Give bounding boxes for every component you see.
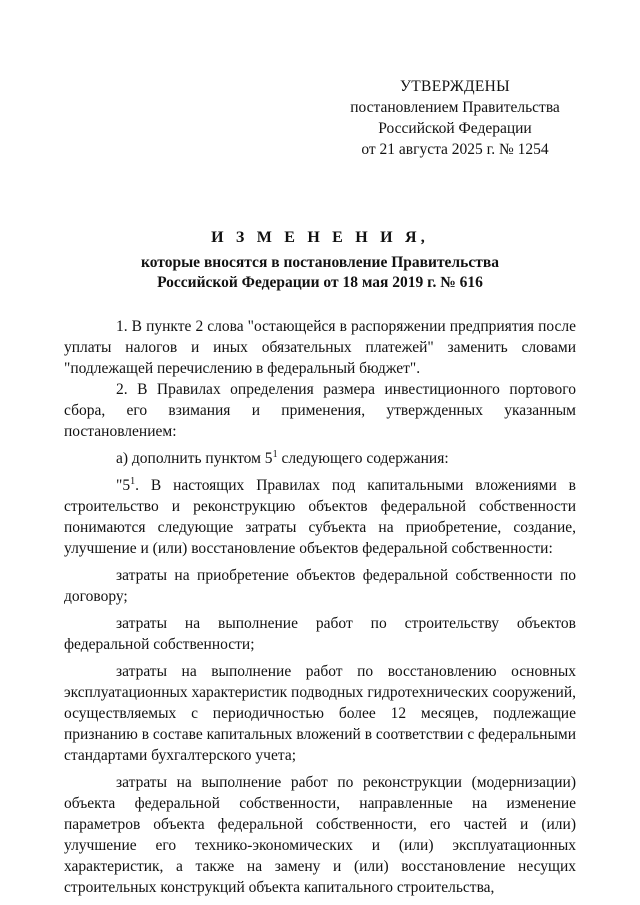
- approval-line-resolution: постановлением Правительства: [350, 99, 560, 116]
- paragraph-3: [64, 448, 576, 469]
- approval-line-date: от 21 августа 2025 г. № 1254: [361, 141, 549, 158]
- paragraph-4-text: "5: [116, 477, 131, 494]
- document-title: [60, 228, 580, 293]
- paragraph-1: 1. В пункте 2 слова "остающейся в распоряжении предприятия после уплаты налогов и иных обязательных платежей" заменить словами "подлежащей перечислению в федеральный бюджет".: [64, 318, 576, 377]
- title-subtitle-line-1: которые вносятся в постановление Правительства: [141, 254, 499, 271]
- paragraph-3-text-end: следующего содержания:: [277, 450, 449, 467]
- title-subtitle-line-2: Российской Федерации от 18 мая 2019 г. № 616: [157, 274, 483, 291]
- paragraph-6: затраты на выполнение работ по строительству объектов федеральной собственности;: [64, 615, 576, 653]
- paragraph-8: затраты на выполнение работ по реконструкции (модернизации) объекта федеральной собственности, направленные на изменение параметров объекта федеральной собственности, его частей и (или) улучшение его технико-экономических и (или) эксплуатационных характеристик, а также на замену и (или) восстановление несущих строительных конструкций объекта капитального строительства,: [64, 774, 576, 896]
- approval-stamp: [330, 76, 580, 160]
- title-main: И З М Е Н Е Н И Я,: [211, 229, 429, 246]
- superscript: 1: [130, 475, 136, 487]
- document-body: [64, 316, 576, 898]
- paragraph-2: 2. В Правилах определения размера инвестиционного портового сбора, его взимания и применения, утвержденных указанным постановлением:: [64, 381, 576, 440]
- paragraph-3-text: а) дополнить пунктом 5: [116, 450, 273, 467]
- superscript: 1: [272, 448, 278, 460]
- paragraph-7: затраты на выполнение работ по восстановлению основных эксплуатационных характеристик подводных гидротехнических сооружений, осуществляемых с периодичностью более 12 месяцев, подлежащие признанию в составе капитальных вложений в соответствии с федеральными стандартами бухгалтерского учета;: [64, 663, 576, 764]
- paragraph-4-text-end: . В настоящих Правилах под капитальными вложениями в строительство и реконструкцию объектов федеральной собственности понимаются следующие затраты субъекта на приобретение, создание, улучшение и (или) восстановление объектов федеральной собственности:: [64, 477, 576, 557]
- title-subtitle: [60, 253, 580, 293]
- paragraph-4: [64, 475, 576, 559]
- approved-heading: УТВЕРЖДЕНЫ: [400, 78, 510, 95]
- paragraph-5: затраты на приобретение объектов федеральной собственности по договору;: [64, 567, 576, 605]
- approval-line-country: Российской Федерации: [378, 120, 532, 137]
